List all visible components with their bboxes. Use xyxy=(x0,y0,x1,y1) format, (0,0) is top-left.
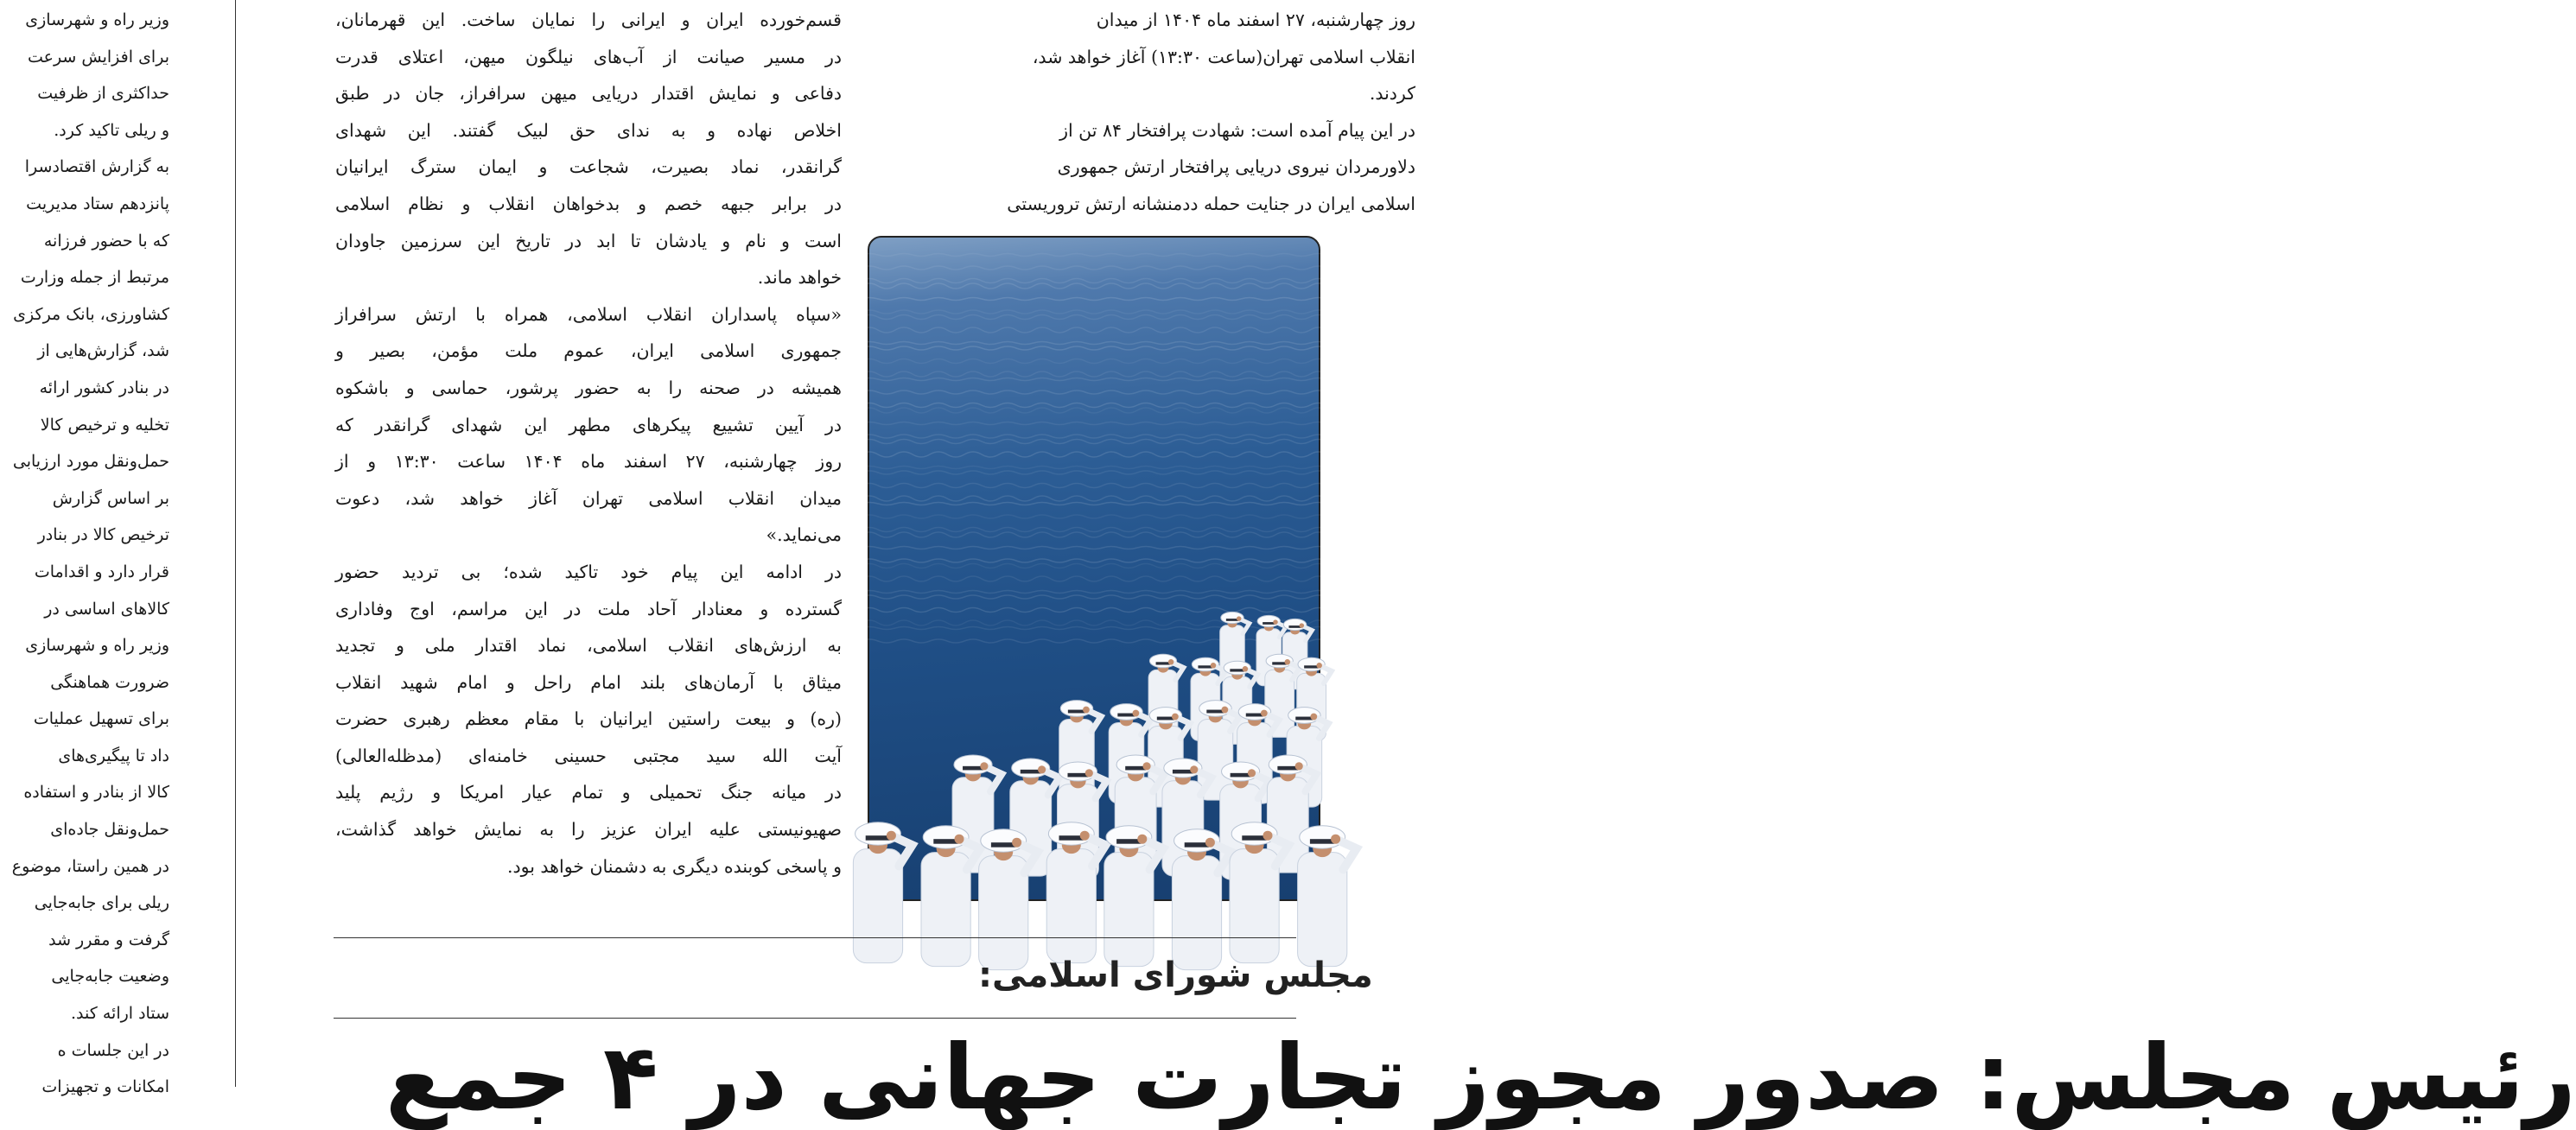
text-line: به ارزش‌های انقلاب اسلامی، نماد اقتدار ملی و تجدید xyxy=(335,635,842,657)
text-line: اخلاص نهاده و به ندای حق لبیک گفتند. این شهدای xyxy=(335,119,842,141)
text-line: برای تسهیل عملیات xyxy=(33,709,169,729)
left-column-lines xyxy=(0,2,169,1106)
text-line: به گزارش اقتصادسرا xyxy=(24,157,169,177)
text-line: ترخیص کالا در بنادر xyxy=(37,525,169,545)
sailor-figure xyxy=(1046,822,1105,963)
sailor-figure xyxy=(921,826,980,967)
sailor-figure xyxy=(1104,826,1163,967)
text-line: «سپاه پاسداران انقلاب اسلامی، همراه با ارتش سرافراز xyxy=(335,303,842,325)
text-line: کالا از بنادر و استفاده xyxy=(23,783,169,803)
text-line: میثاق با آرمان‌های بلند امام راحل و امام شهید انقلاب xyxy=(335,671,842,693)
headline-text: رئیس مجلس: صدور مجوز تجارت جهانی در ۴ جمع xyxy=(385,1025,2576,1130)
text-line: همیشه در صحنه را به حضور پرشور، حماسی و باشکوه xyxy=(335,377,842,398)
text-line: در این پیام آمده است: شهادت پرافتخار ۸۴ تن از xyxy=(1059,119,1415,141)
text-line: در برابر جبهه خصم و بدخواهان انقلاب و نظام اسلامی xyxy=(335,193,842,214)
text-line: در آیین تشییع پیکرهای مطهر این شهدای گرانقدر که xyxy=(335,414,842,435)
text-line: در میانه جنگ تحمیلی و تمام عیار امریکا و رژیم پلید xyxy=(335,782,843,803)
text-line: کالاهای اساسی در xyxy=(44,599,169,619)
text-line: گرانقدر، نماد بصیرت، شجاعت و ایمان سترگ ایرانیان xyxy=(335,156,842,178)
section-rule-middle xyxy=(334,1018,1296,1019)
text-line: دفاعی و نمایش اقتدار دریایی میهن سرافراز، جان در طبق xyxy=(335,83,842,105)
text-line: قرار دارد و اقدامات xyxy=(34,562,169,581)
news-photo-sailors xyxy=(868,236,1320,901)
sailors-crowd xyxy=(853,612,1356,969)
text-line: در ادامه این پیام خود تاکید شده؛ بی تردید حضور xyxy=(335,561,842,582)
text-line: برای افزایش سرعت xyxy=(27,47,169,67)
text-line: داد تا پیگیری‌های xyxy=(58,746,169,765)
photo-illustration xyxy=(869,238,1319,899)
text-line: می‌نماید.» xyxy=(766,524,842,546)
text-line: ضرورت هماهنگی xyxy=(50,672,169,692)
right-column-lines xyxy=(888,2,1415,223)
text-line: شد، گزارش‌هایی از xyxy=(37,341,169,361)
subhead-text: مجلس شورای اسلامی: xyxy=(978,955,1373,995)
sailor-figure xyxy=(853,822,912,963)
text-line: و پاسخی کوبنده دیگری به دشمنان خواهد بود. xyxy=(506,855,842,877)
text-line: که با حضور فرزانه xyxy=(43,231,169,251)
text-line: در همین راستا، موضوع xyxy=(11,856,169,876)
text-line: وضعیت جابه‌جایی xyxy=(51,967,169,987)
text-line: حداکثری از ظرفیت xyxy=(37,84,169,104)
text-line: حمل‌ونقل مورد ارزیابی xyxy=(12,452,169,472)
section-subhead xyxy=(864,950,1373,1011)
middle-article-column xyxy=(335,0,842,898)
text-line: پانزدهم ستاد مدیریت xyxy=(26,194,169,213)
text-line: انقلاب اسلامی تهران(ساعت ۱۳:۳۰) آغاز خواهد شد، xyxy=(1032,46,1415,67)
sea-waves xyxy=(861,254,1345,644)
text-line: امکانات و تجهیزات xyxy=(41,1077,169,1097)
text-line: روز چهارشنبه، ۲۷ اسفند ماه ۱۴۰۴ ساعت ۱۳:۳۰ و از xyxy=(335,451,842,473)
text-line: در این جلسات ه xyxy=(57,1040,169,1060)
text-line: تخلیه و ترخیص کالا xyxy=(40,415,169,435)
text-line: ستاد ارائه کند. xyxy=(71,1004,169,1024)
text-line: روز چهارشنبه، ۲۷ اسفند ماه ۱۴۰۴ از میدان xyxy=(1096,10,1415,30)
column-divider xyxy=(235,0,236,1087)
text-line: در مسیر صیانت از آب‌های نیلگون میهن، اعتلای قدرت xyxy=(335,46,842,67)
text-line: صهیونیستی علیه ایران عزیز را به نمایش خواهد گذاشت، xyxy=(335,819,842,841)
text-line: ریلی برای جابه‌جایی xyxy=(34,893,169,913)
text-line: است و نام و یادشان تا ابد در تاریخ این سرزمین جاودان xyxy=(335,230,842,251)
middle-column-lines xyxy=(335,2,842,885)
main-headline xyxy=(334,1025,2576,1130)
text-line: و ریلی تاکید کرد. xyxy=(54,120,169,140)
text-line: دلاورمردان نیروی دریایی پرافتخار ارتش جمهوری xyxy=(1057,156,1415,178)
section-rule-top xyxy=(334,937,1296,938)
text-line: جمهوری اسلامی ایران، عموم ملت مؤمن، بصیر و xyxy=(335,340,842,362)
text-line: خواهد ماند. xyxy=(757,267,842,289)
text-line: حمل‌ونقل جاده‌ای xyxy=(50,820,169,840)
text-line: مرتبط از جمله وزارت xyxy=(20,268,169,288)
right-article-column xyxy=(864,0,1415,226)
text-line: قسم‌خورده ایران و ایرانی را نمایان ساخت. این قهرمانان، xyxy=(335,10,842,30)
text-line: اسلامی ایران در جنایت حمله ددمنشانه ارتش تروریستی xyxy=(1007,193,1415,214)
text-line: گسترده و معنادار آحاد ملت در این مراسم، اوج وفاداری xyxy=(335,598,842,619)
text-line: کشاورزی، بانک مرکزی xyxy=(13,304,169,324)
left-article-column xyxy=(0,0,232,1097)
text-line: گرفت و مقرر شد xyxy=(48,930,169,949)
text-line: آیت الله سید مجتبی حسینی خامنه‌ای (مدظله‌العالی) xyxy=(335,745,842,766)
text-line: وزیر راه و شهرسازی xyxy=(25,10,169,29)
text-line: کردند. xyxy=(1369,83,1415,105)
text-line: در بنادر کشور ارائه xyxy=(39,378,169,397)
text-line: بر اساس گزارش xyxy=(52,488,169,508)
text-line: (ره) و بیعت راستین ایرانیان با مقام معظم رهبری حضرت xyxy=(335,708,842,730)
text-line: میدان انقلاب اسلامی تهران آغاز خواهد شد، دعوت xyxy=(335,487,842,509)
text-line: وزیر راه و شهرسازی xyxy=(25,636,169,656)
